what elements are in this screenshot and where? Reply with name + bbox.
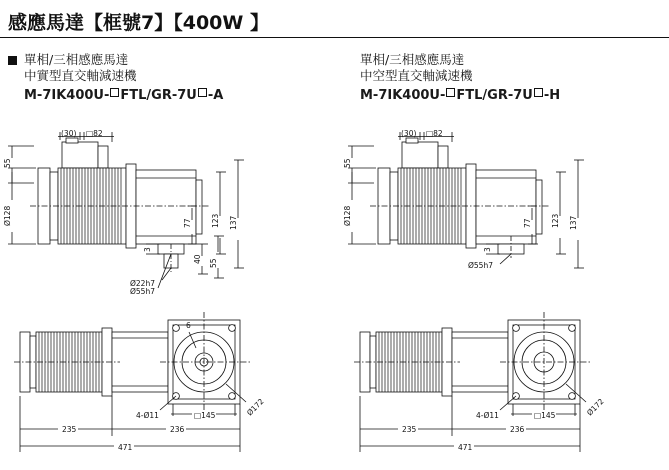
svg-text:236: 236 <box>510 425 525 434</box>
variant-a-line2: 中實型直交軸減速機 <box>24 68 137 83</box>
svg-text:471: 471 <box>118 443 133 452</box>
svg-text:Ø55h7: Ø55h7 <box>130 287 155 296</box>
variant-a-header <box>8 52 223 105</box>
left-top-view-drawing <box>0 306 340 470</box>
svg-text:Ø55h7: Ø55h7 <box>468 261 493 270</box>
svg-text:□145: □145 <box>194 411 216 420</box>
svg-text:55: 55 <box>3 158 12 168</box>
variant-a-code-suf: -A <box>207 88 224 103</box>
svg-text:123: 123 <box>211 213 220 228</box>
variant-a-code-pre: M-7IK400U- <box>24 88 110 103</box>
svg-text:□145: □145 <box>534 411 556 420</box>
svg-text:77: 77 <box>183 218 192 228</box>
variant-h-model-code <box>360 86 560 105</box>
svg-text:(30): (30) <box>61 129 77 138</box>
svg-text:137: 137 <box>229 215 238 230</box>
right-side-view-drawing <box>340 128 669 308</box>
svg-text:235: 235 <box>402 425 417 434</box>
variant-a-model-code <box>24 86 223 105</box>
svg-text:□82: □82 <box>426 129 443 138</box>
left-side-view-drawing <box>0 128 340 308</box>
svg-text:Ø128: Ø128 <box>3 205 12 226</box>
svg-text:137: 137 <box>569 215 578 230</box>
placeholder-box-icon <box>446 88 455 97</box>
svg-text:235: 235 <box>62 425 77 434</box>
svg-text:4-Ø11: 4-Ø11 <box>136 411 159 420</box>
svg-text:6: 6 <box>186 321 191 330</box>
variant-h-code-suf: -H <box>543 88 561 103</box>
svg-text:55: 55 <box>209 258 218 268</box>
svg-text:Ø128: Ø128 <box>343 205 352 226</box>
svg-text:Ø172: Ø172 <box>585 396 606 418</box>
svg-text:Ø22h7: Ø22h7 <box>130 279 155 288</box>
svg-text:(30): (30) <box>401 129 417 138</box>
variant-a-line1: 單相/三相感應馬達 <box>24 52 129 67</box>
svg-text:77: 77 <box>523 218 532 228</box>
svg-text:471: 471 <box>458 443 473 452</box>
svg-text:□82: □82 <box>86 129 103 138</box>
right-top-view-drawing <box>340 306 669 470</box>
variant-a-code-mid: FTL/GR-7U <box>120 88 197 103</box>
variant-h-code-mid: FTL/GR-7U <box>456 88 533 103</box>
variant-h-code-pre: M-7IK400U- <box>360 88 446 103</box>
placeholder-box-icon <box>534 88 543 97</box>
svg-text:123: 123 <box>551 213 560 228</box>
variant-h-line1: 單相/三相感應馬達 <box>360 52 465 67</box>
svg-text:40: 40 <box>193 254 202 264</box>
svg-text:236: 236 <box>170 425 185 434</box>
svg-text:4-Ø11: 4-Ø11 <box>476 411 499 420</box>
svg-text:Ø172: Ø172 <box>245 396 266 418</box>
placeholder-box-icon <box>110 88 119 97</box>
svg-text:55: 55 <box>343 158 352 168</box>
title-divider <box>0 37 669 38</box>
svg-text:3: 3 <box>483 247 492 252</box>
variant-h-line2: 中空型直交軸減速機 <box>360 68 473 83</box>
svg-text:3: 3 <box>143 247 152 252</box>
variant-h-header <box>360 52 560 105</box>
placeholder-box-icon <box>198 88 207 97</box>
page-title: 感應馬達【框號7】【400W 】 <box>8 12 269 34</box>
